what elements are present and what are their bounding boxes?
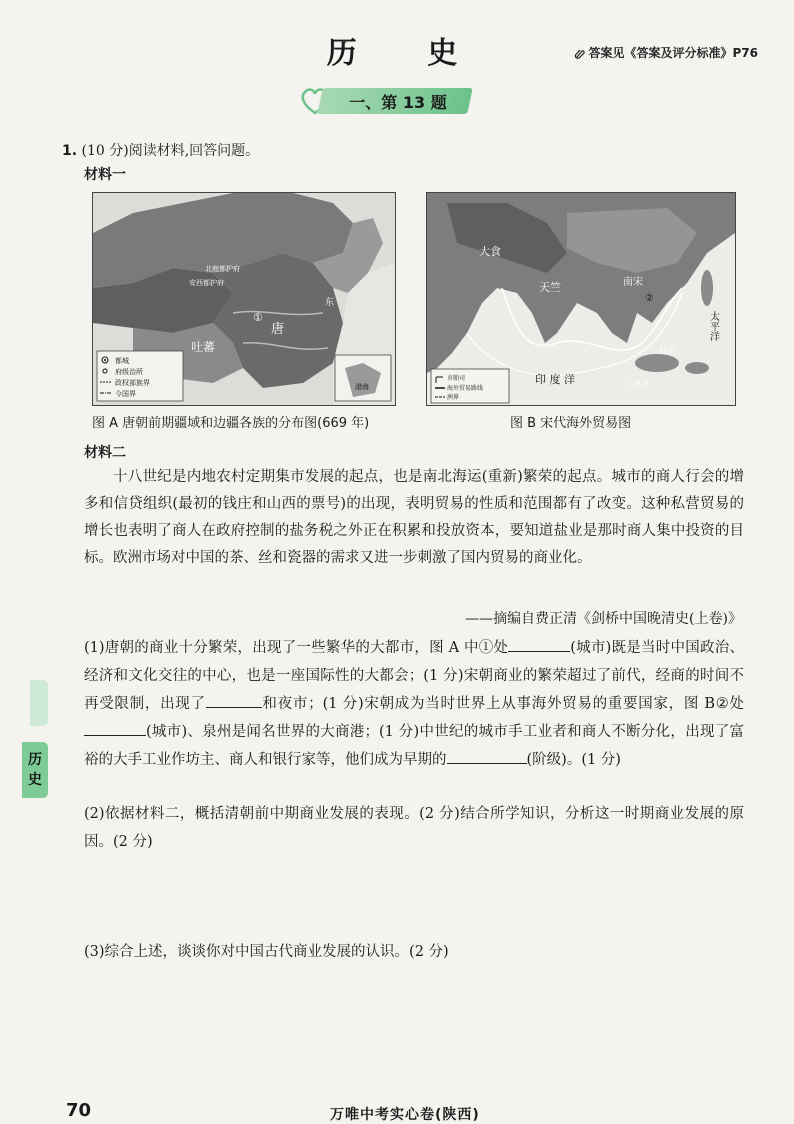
q1-part2: (城市)既是当时中国政治、经济和文化交往的中心，也是一座国际性的大都会；(1 分)宋朝商业的繁荣超过了前代，经商的时间不再受限制，出现了 [84, 640, 744, 712]
map-a-legend-border: 政权部族界 [115, 379, 150, 387]
subquestion-3: (3)综合上述，谈谈你对中国古代商业发展的认识。(2 分) [84, 944, 449, 960]
map-b-graphic [427, 193, 735, 405]
paperclip-icon [574, 48, 586, 60]
map-a-legend-modern: 今国界 [115, 390, 136, 398]
q1-blank-city1[interactable] [508, 635, 570, 652]
side-tab-faint [30, 680, 48, 726]
side-tab-line1: 历 [28, 752, 42, 768]
material1-label: 材料一 [84, 167, 126, 183]
question-intro: (10 分)阅读材料,回答问题。 [81, 143, 260, 159]
map-a-legend-fu: 府级治所 [115, 368, 143, 376]
subquestion-2: (2)依据材料二，概括清朝前中期商业发展的表现。(2 分)结合所学知识，分析这一时期商业发展的原因。(2 分) [84, 806, 744, 850]
map-a-graphic [93, 193, 395, 405]
q1-part1: (1)唐朝的商业十分繁荣，出现了一些繁华的大都市，图 A 中①处 [84, 640, 509, 656]
answer-reference [574, 44, 759, 61]
answer-reference-text: 答案见《答案及评分标准》P76 [588, 46, 758, 60]
map-b [426, 192, 736, 406]
map-b-boni: 勃泥 [659, 346, 675, 355]
map-b-taipingyang: 太平洋 [707, 311, 719, 341]
map-a-tubo: 吐蕃 [191, 340, 216, 354]
material2-paragraph: 十八世纪是内地农村定期集市发展的起点，也是南北海运(重新)繁荣的起点。城市的商人行会的增多和信贷组织(最初的钱庄和山西的票号)的出现，表明贸易的性质和范围都有了改变。这种私营贸易的增长也表明了商人在政府控制的盐务税之外正在积累和投放资本，要知道盐业是那时商人集中投资的目标。欧洲市场对中国的茶、丝和瓷器的需求又进一步刺激了国内贸易的商业化。 [84, 469, 744, 566]
question-heading [62, 140, 259, 160]
q1-blank-market[interactable] [206, 691, 262, 708]
q1-part5: (阶级)。(1 分) [526, 752, 621, 768]
material2-label: 材料二 [84, 445, 126, 461]
side-tab-line2: 史 [28, 772, 42, 788]
map-b-caption: 图 B 宋代海外贸易图 [510, 416, 632, 431]
question-number: 1. [62, 143, 78, 159]
map-b-dashi: 大食 [479, 245, 501, 258]
map-b-circle2: ② [645, 293, 654, 304]
map-a-beiting: 北庭都护府 [205, 265, 240, 273]
page-number: 70 [66, 1100, 92, 1121]
q1-part3: 和夜市；(1 分)宋朝成为当时世界上从事海外贸易的重要国家，图 B②处 [261, 696, 744, 712]
map-a-circle1: ① [253, 311, 263, 324]
map-a-dong: 东 [325, 298, 335, 308]
map-b-tianzhu: 天竺 [539, 281, 561, 294]
section-banner [298, 86, 474, 116]
banner-label: 一、第 13 题 [349, 93, 447, 112]
map-b-nansong: 南宋 [623, 277, 643, 288]
map-a [92, 192, 396, 406]
footer-brand: 万唯中考实心卷(陕西) [330, 1107, 480, 1123]
subquestion-1 [84, 634, 744, 774]
map-a-tang: 唐 [271, 322, 285, 337]
map-a-caption: 图 A 唐朝前期疆域和边疆各族的分布图(669 年) [92, 416, 370, 431]
material2-source: ——摘编自费正清《剑桥中国晚清史(上卷)》 [465, 611, 742, 627]
map-a-bohai: 渤海 [355, 383, 369, 391]
page-title: 历 史 [326, 36, 488, 71]
map-a-legend-capital: 都城 [115, 357, 129, 365]
map-b-legend2: 海外贸易路线 [447, 385, 484, 392]
map-b-sanfoqi: 三佛齐 [625, 380, 649, 389]
q1-blank-city2[interactable] [84, 719, 146, 736]
q1-blank-class[interactable] [447, 747, 527, 764]
subject-side-tab [22, 742, 48, 798]
map-b-yinduyang: 印 度 洋 [535, 373, 575, 386]
map-b-legend1: 市舶司 [447, 375, 466, 382]
map-a-anxi: 安西都护府 [189, 279, 224, 287]
map-b-legend3: 洲界 [447, 394, 460, 401]
q1-part4: (城市)、泉州是闻名世界的大商港；(1 分)中世纪的城市手工业者和商人不断分化，出现了富裕的大手工业作坊主、商人和银行家等，他们成为早期的 [84, 724, 744, 768]
